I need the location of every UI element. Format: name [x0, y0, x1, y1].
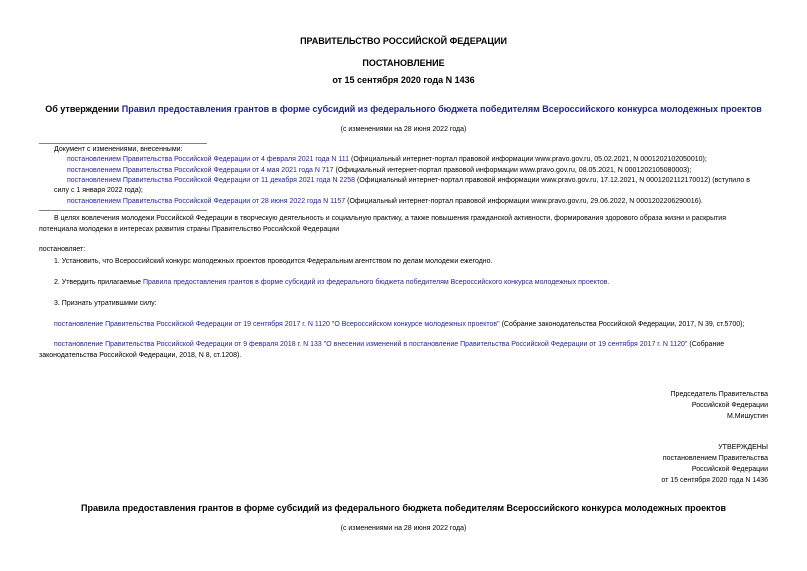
repealed-source-1: (Собрание законодательства Российской Федерации, 2017, N 39, ст.5700); [501, 321, 745, 328]
repealed-item-1 [54, 320, 744, 330]
approved-line-2: Российской Федерации [691, 466, 768, 473]
approval-block [661, 442, 768, 486]
preamble-line-2: потенциала молодежи в интересах развития страны Правительство Российской Федерации [39, 226, 340, 233]
repealed-item-2 [54, 340, 724, 350]
divider-top [39, 143, 207, 144]
amendment-link-2[interactable]: постановлением Правительства Российской Федерации от 4 мая 2021 года N 717 [67, 167, 334, 174]
rules-title: Правила предоставления грантов в форме субсидий из федерального бюджета победителям Всероссийского конкурса молодежных проектов [80, 503, 726, 513]
amendment-source-1: (Официальный интернет-портал правовой информации www.pravo.gov.ru, 05.02.2021, N 0001202102050010); [351, 156, 707, 163]
preamble-line-1: В целях вовлечения молодежи Российской Федерации в творческую деятельность и социальную практику, а также повышения гражданской активности, формирования здорового образа жизни и раскрытия [54, 215, 727, 222]
amendments-intro: Документ с изменениями, внесенными: [54, 146, 183, 153]
point-2-link[interactable]: Правила предоставления грантов в форме субсидий из федерального бюджета победителям Всероссийского конкурса молодежных проектов. [142, 279, 610, 286]
amendment-link-4[interactable]: постановлением Правительства Российской Федерации от 28 июня 2022 года N 1157 [67, 198, 346, 205]
amendment-item-1 [67, 155, 707, 165]
rules-amendment-note: (с изменениями на 28 июня 2022 года) [340, 525, 467, 532]
amendment-source-2: (Официальный интернет-портал правовой информации www.pravo.gov.ru, 08.05.2021, N 0001202105080003); [335, 167, 692, 174]
signatory-title-2: Российской Федерации [691, 402, 768, 409]
amendment-source-4: (Официальный интернет-портал правовой информации www.pravo.gov.ru, 29.06.2022, N 0001202206290016). [347, 198, 703, 205]
point-2-prefix: 2. Утвердить прилагаемые [54, 279, 141, 286]
decree-date-number: от 15 сентября 2020 года N 1436 [332, 75, 475, 85]
repealed-source-2: (Собрание [689, 341, 725, 348]
government-heading: ПРАВИТЕЛЬСТВО РОССИЙСКОЙ ФЕДЕРАЦИИ [300, 36, 507, 46]
decree-type: ПОСТАНОВЛЕНИЕ [362, 58, 445, 68]
repealed-link-1[interactable]: постановление Правительства Российской Федерации от 19 сентября 2017 г. N 1120 "О Всероссийском конкурсе молодежных проектов" [54, 321, 500, 328]
signatory-title-1: Председатель Правительства [670, 391, 768, 398]
repealed-item-2-cont: законодательства Российской Федерации, 2018, N 8, ст.1208). [39, 352, 242, 359]
signature-block [671, 389, 768, 422]
point-1: 1. Установить, что Всероссийский конкурс молодежных проектов проводится Федеральным агентством по делам молодежи ежегодно. [54, 258, 493, 265]
approved-label: УТВЕРЖДЕНЫ [718, 444, 768, 451]
resolves-label: постановляет: [39, 246, 86, 253]
amendment-link-1[interactable]: постановлением Правительства Российской Федерации от 4 февраля 2021 года N 111 [67, 156, 350, 163]
amendment-source-3: (Официальный интернет-портал правовой информации www.pravo.gov.ru, 17.12.2021, N 0001202112170012) (вступило в [357, 177, 750, 184]
approved-line-3: от 15 сентября 2020 года N 1436 [661, 477, 768, 484]
point-2 [54, 278, 609, 288]
amendment-item-4 [67, 197, 703, 207]
title-prefix: Об утверждении [45, 104, 120, 114]
amendment-note: (с изменениями на 28 июня 2022 года) [340, 126, 467, 133]
approved-line-1: постановлением Правительства [662, 455, 768, 462]
title-link[interactable]: Правил предоставления грантов в форме субсидий из федерального бюджета победителям Всероссийского конкурса молодежных проектов [121, 104, 762, 114]
amendment-link-3[interactable]: постановлением Правительства Российской Федерации от 11 декабря 2021 года N 2258 [67, 177, 356, 184]
amendment-item-3 [67, 176, 750, 186]
amendment-item-2 [67, 166, 691, 176]
signatory-name: М.Мишустин [726, 413, 768, 420]
divider-bottom [39, 210, 207, 211]
amendment-item-3-cont: силу с 1 января 2022 года); [54, 187, 143, 194]
point-3: 3. Признать утратившими силу: [54, 300, 157, 307]
repealed-link-2[interactable]: постановление Правительства Российской Федерации от 9 февраля 2018 г. N 133 "О внесении изменений в постановление Правительства Российской Федерации от 19 сентября 2017 г. N 1120" [54, 341, 688, 348]
decree-title [0, 104, 807, 114]
